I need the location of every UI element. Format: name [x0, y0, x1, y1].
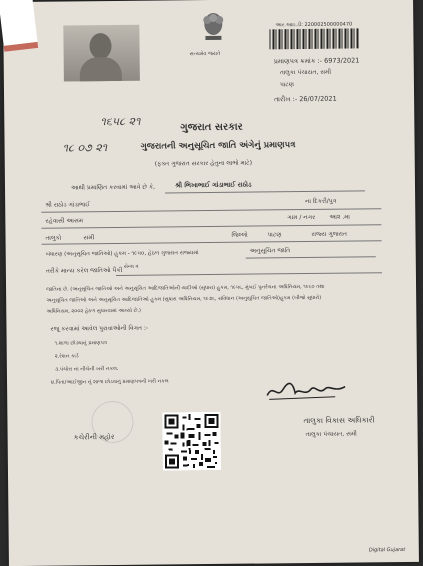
para-line-3: અધિનિયમ, ૨૦૦૨ હેઠળ સુધારવામાં આવ્યો છે.) — [46, 307, 142, 315]
govt-heading: ગુજરાત સરકાર — [180, 121, 243, 134]
handwritten-ref-no: ૧૬૫૮ ૨૧ — [100, 114, 141, 129]
qr-code — [162, 412, 221, 471]
order-text: બંધારણ (અનુસૂચિત જાતિઓ) હુકમ - ૧૯૫૦, હેઠળ ગુજરાત રાજ્યમાં — [45, 250, 199, 258]
resident-label: રહેવાસી આસમ — [45, 217, 84, 225]
applicant-photo — [63, 25, 140, 82]
village-value: આ૨ .મા — [329, 213, 351, 221]
caste-line: તરીકે માન્ય કરેલ જાતિઓ પૈકી — [45, 266, 123, 275]
document-item: ૧.શાળા છોડ્યાનું પ્રમાણપત્ર — [54, 340, 107, 347]
caste-underline — [116, 272, 382, 276]
header-office: તાલુકા પંચાયત, સમી — [279, 68, 332, 77]
document-item: ૪.પિતા/આઈજીન નું શાળા છોડવાનું પ્રમાણપત્રની ખરી નકલ — [51, 378, 169, 386]
para-line-1: જાતિના છે. (અનુસૂચિત જાતિઓ અને અનુસૂચિત આદિજાતિઓની યાદીઓ (સુધારા) હુકમ, ૧૯૫૬, મુંબઈ પુનર્રચના અધિનિયમ, ૧૯૬૦ તથા — [46, 283, 325, 293]
caste-category: અનુસૂચિત જાતિ — [249, 247, 291, 255]
header-district: પાટણ — [279, 81, 295, 89]
son-of-label: ના દિકરી/પુત્ર — [305, 197, 337, 206]
name-underline — [165, 190, 365, 193]
father-underline — [41, 208, 381, 213]
certificate-number: પ્રમાણપત્ર ક્રમાંક :- 6973/2021 — [273, 56, 360, 66]
handwritten-date: ૧૮ ૦૭ ૨૧ — [62, 141, 108, 155]
resident-underline — [41, 224, 381, 229]
father-name: શ્રી રાઠોડ ગાંડાભાઈ — [45, 201, 91, 209]
document-item: ૩.પંચોરા ના નીચેની ખરી નકલ. — [54, 365, 119, 373]
district-label: જિલ્લો — [231, 231, 248, 239]
taluka-value: સમી — [83, 234, 95, 242]
applicant-name: શ્રી ભિખાભાઈ ગાંડાભાઈ રાઠોડ — [174, 180, 252, 190]
emblem-caption: સત્યમેવ જયતે — [189, 50, 221, 58]
caste-value: સેન્મ વ — [123, 263, 139, 270]
certificate-paper — [3, 0, 419, 566]
officer-office: તાલુકા પંચાયત, સમી — [305, 430, 357, 439]
certify-label: આથી પ્રમાણિત કરવામાં આવે છે કે, — [70, 183, 156, 192]
category-underline — [246, 256, 376, 258]
footer-brand: Digital Gujarat — [368, 546, 406, 554]
documents-heading: રજૂ કરવામાં આવેલ પુરાવાઓની વિગત :- — [50, 324, 149, 333]
photo-head — [89, 33, 111, 59]
village-label: ગામ / નગર — [287, 213, 316, 222]
certificate-title: ગુજરાતની અનુસૂચિત જાતિ અંગેનું પ્રમાણપત્ર — [140, 140, 296, 152]
taluka-label: તાલુકો — [45, 234, 62, 242]
state-value: રાજ્ય ગુજરાત — [311, 230, 347, 238]
office-stamp-label: કચેરીની મહોર — [73, 433, 115, 442]
para-line-2: અનુસૂચિત જાતિઓ અને અનુસૂચિત આદિજાતિઓ હુકમ (સુધારા અધિનિયમ, ૧૯૭૬, સંવિધાન (અનુસૂચિત જાતિઓ)હુકમ (બીજો સુધારો) — [46, 294, 322, 304]
national-emblem-icon — [193, 10, 233, 48]
certificate-subtitle: (ફક્ત ગુજરાત સરકાર હેતુના લાભો માટે) — [154, 159, 253, 168]
officer-signature — [265, 379, 349, 404]
district-value: પાટણ — [267, 231, 282, 239]
certificate-date: તારીખ :- 26/07/2021 — [274, 94, 337, 104]
officer-title: તાલુકા વિકાસ અધિકારી — [303, 415, 375, 426]
barcode — [269, 28, 359, 49]
rid-number: આર.આઇ.ડી: 220002500000470 — [275, 21, 353, 29]
photo-body — [80, 57, 122, 81]
document-item: ૨.રેશન કાર્ડ — [54, 353, 79, 360]
paper-corner — [0, 0, 38, 52]
